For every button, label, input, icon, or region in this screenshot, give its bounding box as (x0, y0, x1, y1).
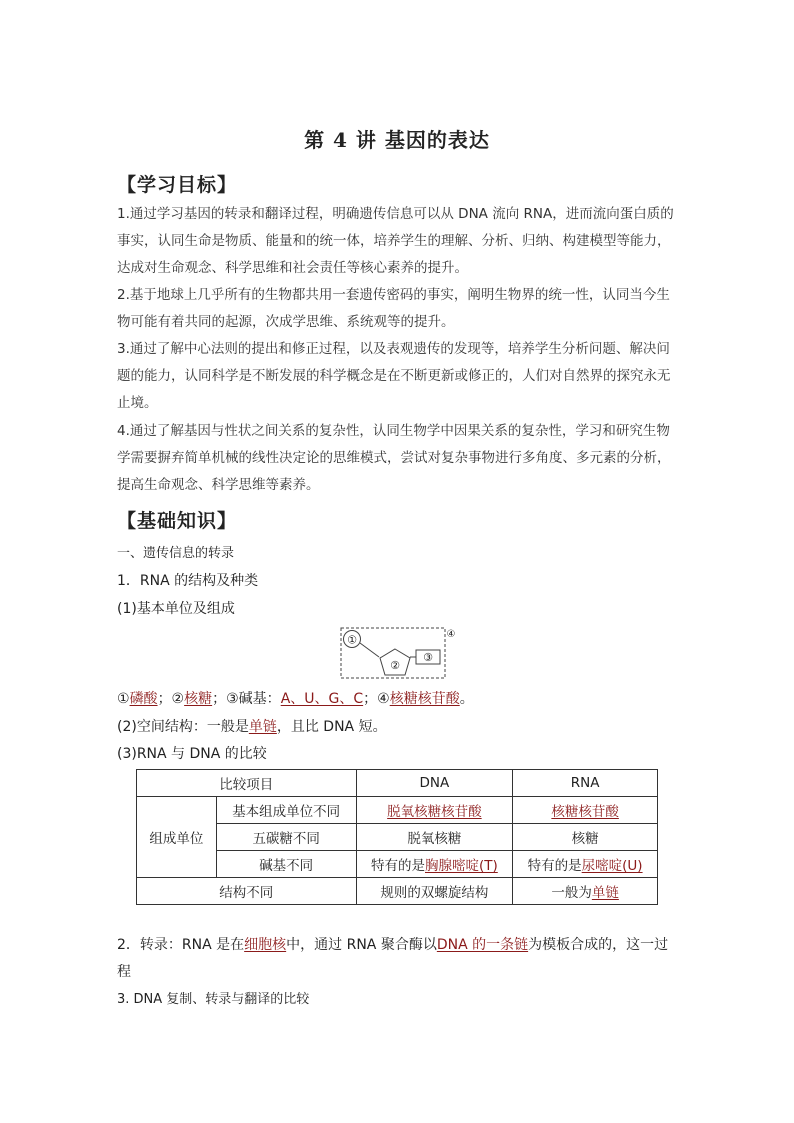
objective-3: 3.通过了解中心法则的提出和修正过程，以及表观遗传的发现等，培养学生分析问题、解决问题的能力，认同科学是不断发展的科学概念是在不断更新或修正的，人们对自然界的探究永无止境。 (117, 341, 671, 411)
objective-4: 4.通过了解基因与性状之间关系的复杂性，认同生物学中因果关系的复杂性，学习和研究生物学需要摒弃简单机械的线性决定论的思维模式，尝试对复杂事物进行多角度、多元素的分析，提高生命观念、科学思维等素养。 (117, 423, 671, 493)
subsection-basic-unit: (1)基本单位及组成 (117, 601, 235, 617)
table-row: 碱基不同 特有的是胸腺嘧啶(T) 特有的是尿嘧啶(U) (137, 851, 658, 878)
table-row: 组成单位 基本组成单位不同 脱氧核糖核苷酸 核糖核苷酸 (137, 797, 658, 824)
table-row: 五碳糖不同 脱氧核糖 核糖 (137, 824, 658, 851)
answer-bases: A、U、G、C (280, 691, 364, 707)
label-base: ③ (423, 651, 433, 664)
transcription-line-cont: 程 (117, 964, 131, 980)
section-1-heading: 一、遗传信息的转录 (117, 546, 235, 561)
answer-ribonucleotide: 核糖核苷酸 (389, 691, 460, 707)
objective-2: 2.基于地球上几乎所有的生物都共用一套遗传密码的事实，阐明生物界的统一性，认同当今生物可能有着共同的起源，次成学思维、系统观等的提升。 (117, 287, 670, 330)
comparison-title: (3)RNA 与 DNA 的比较 (117, 746, 267, 762)
answer-phosphate: 磷酸 (129, 691, 158, 707)
spatial-structure-line: (2)空间结构：一般是单链，且比 DNA 短。 (117, 719, 387, 735)
objectives-heading: 【学习目标】 (117, 174, 238, 196)
components-answer-line: ①磷酸；②核糖；③碱基：A、U、G、C；④核糖核苷酸。 (117, 691, 474, 707)
rna-dna-comparison-table (136, 769, 658, 905)
section-3-heading: 3. DNA 复制、转录与翻译的比较 (117, 992, 310, 1007)
objective-1: 1.通过学习基因的转录和翻译过程，明确遗传信息可以从 DNA 流向 RNA，进而流向蛋白质的事实，认同生命是物质、能量和的统一体，培养学生的理解、分析、归纳、构建模型等能力，达成对生命观念、科学思维和社会责任等核心素养的提升。 (117, 206, 674, 276)
table-row (137, 770, 658, 797)
label-phosphate: ① (347, 633, 357, 647)
transcription-line: 2．转录：RNA 是在细胞核中，通过 RNA 聚合酶以DNA 的一条链为模板合成的，这一过 (117, 937, 669, 953)
subsection-rna-structure: 1．RNA 的结构及种类 (117, 573, 259, 589)
header-rna: RNA (513, 770, 658, 797)
answer-nucleus: 细胞核 (244, 937, 287, 953)
answer-ribose: 核糖 (184, 691, 213, 707)
label-nucleotide: ④ (446, 629, 456, 640)
label-sugar: ② (390, 659, 400, 672)
basics-heading: 【基础知识】 (117, 510, 238, 532)
group-composition: 组成单位 (137, 797, 217, 878)
answer-single-strand: 单链 (248, 719, 277, 735)
header-item: 比较项目 (137, 770, 357, 797)
page-title: 第 4 讲 基因的表达 (304, 128, 490, 152)
nucleotide-diagram (335, 625, 460, 683)
header-dna: DNA (356, 770, 513, 797)
answer-dna-strand: DNA 的一条链 (436, 937, 529, 953)
table-row: 结构不同 规则的双螺旋结构 一般为单链 (137, 878, 658, 905)
